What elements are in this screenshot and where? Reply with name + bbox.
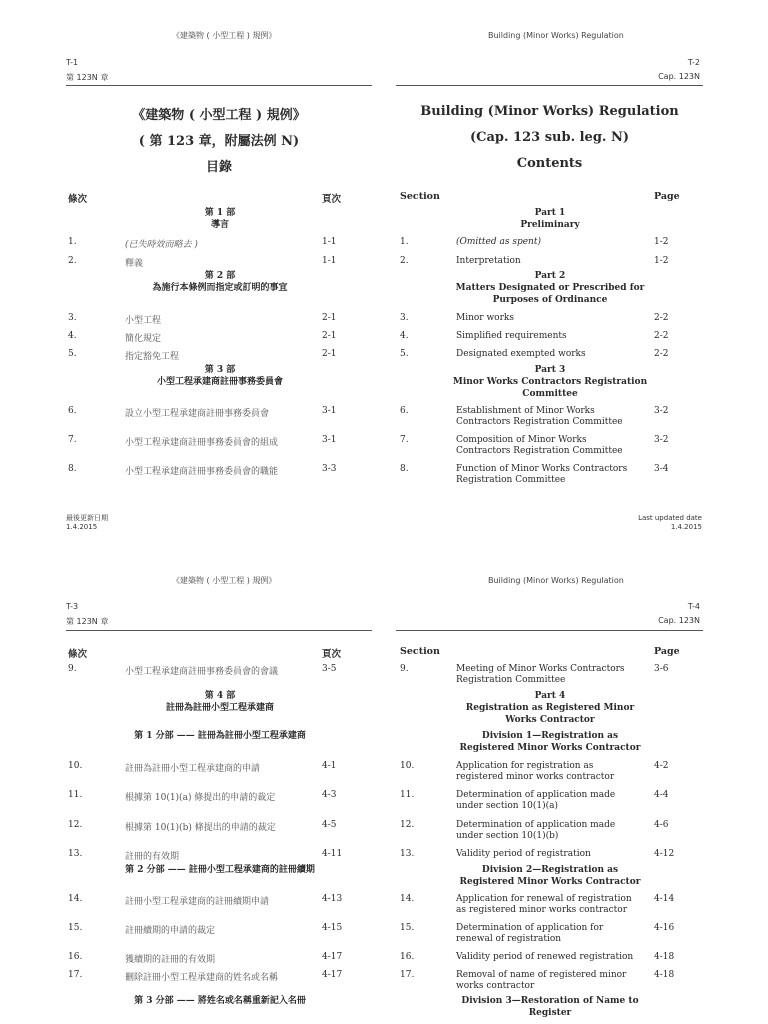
toc-entry[interactable]: 10. [68,761,83,771]
toc-entry-title: Minor works [456,313,514,323]
toc-entry-title: 註冊小型工程承建商的註冊續期申請 [125,897,270,907]
toc-entry-title: Determination of application for renewal of registration [456,923,604,944]
page-number-right: T-2 [687,58,700,67]
zh-page-column-header: 頁次 [322,649,342,660]
toc-entry-title: 根據第 10(1)(b) 條提出的申請的裁定 [125,823,276,833]
en-division-heading: Division 3—Restoration of Name to Register [461,996,639,1018]
toc-entry-page: 3-2 [654,435,669,445]
toc-entry-page: 4-17 [322,970,343,980]
zh-contents-heading: 目錄 [205,160,232,175]
toc-entry-page: 4-17 [322,952,343,962]
running-header-zh: 《建築物 ( 小型工程 ) 規例》 [172,31,277,40]
toc-entry-page: 4-12 [654,849,675,859]
toc-entry[interactable]: 1. [68,237,77,247]
zh-division-heading: 第 1 分部 —— 註冊為註冊小型工程承建商 [134,731,306,741]
en-division-heading: Division 1—Registration as Registered Minor Works Contractor [459,731,641,753]
toc-entry-page: 3-4 [654,464,669,474]
zh-part-heading: 第 3 部 小型工程承建商註冊事務委員會 [156,365,283,387]
zh-section-column-header: 條次 [68,194,88,205]
toc-entry-page: 2-2 [654,331,669,341]
zh-title: 《建築物 ( 小型工程 ) 規例》 [132,108,306,123]
toc-entry-page: 2-1 [322,349,337,359]
toc-entry[interactable]: 8. [400,464,409,474]
toc-entry-page: 4-4 [654,790,669,800]
en-part-heading: Part 4 Registration as Registered Minor Works Contractor [465,691,635,725]
toc-entry-page: 2-1 [322,313,337,323]
toc-entry-page: 4-13 [322,894,343,904]
zh-part-heading: 第 4 部 註冊為註冊小型工程承建商 [165,691,274,713]
toc-entry-page: 4-15 [322,923,343,933]
chapter-label-right: Cap. 123N [658,72,700,81]
toc-entry[interactable]: 12. [68,820,83,830]
toc-entry-title: 設立小型工程承建商註冊事務委員會 [125,409,270,419]
toc-entry-title: (已失時效而略去 ) [125,240,198,250]
zh-page-column-header: 頁次 [322,194,342,205]
toc-entry-page: 4-18 [654,970,675,980]
zh-part-heading: 第 2 部 為施行本條例而指定或訂明的事宜 [152,271,288,293]
zh-division-heading: 第 2 分部 —— 註冊小型工程承建商的註冊續期 [125,865,315,875]
toc-entry[interactable]: 7. [68,435,77,445]
en-page-column-header: Page [654,191,680,202]
en-subtitle: (Cap. 123 sub. leg. N) [469,130,630,145]
toc-entry[interactable]: 3. [400,313,409,323]
toc-entry[interactable]: 4. [68,331,77,341]
toc-entry-page: 3-6 [654,664,669,674]
toc-entry-page: 4-14 [654,894,675,904]
toc-entry[interactable]: 14. [68,894,83,904]
toc-entry[interactable]: 16. [68,952,83,962]
toc-entry-title: 小型工程承建商註冊事務委員會的職能 [125,467,279,477]
toc-entry[interactable]: 2. [400,256,409,266]
header-rule-right [396,630,703,631]
toc-entry[interactable]: 3. [68,313,77,323]
toc-entry[interactable]: 7. [400,435,409,445]
toc-entry-page: 3-3 [322,464,337,474]
toc-entry-title: 釋義 [125,259,144,269]
toc-entry[interactable]: 17. [400,970,415,980]
toc-entry[interactable]: 10. [400,761,415,771]
toc-entry[interactable]: 15. [400,923,415,933]
toc-entry-page: 2-2 [654,313,669,323]
running-header-en: Building (Minor Works) Regulation [488,31,624,40]
chapter-label-left: 第 123N 章 [66,73,109,82]
toc-entry-title: Function of Minor Works Contractors Registration Committee [456,464,628,485]
toc-entry-title: Composition of Minor Works Contractors Registration Committee [456,435,623,456]
page-number-left: T-1 [66,58,79,67]
toc-entry-page: 2-1 [322,331,337,341]
zh-division-heading: 第 3 分部 —— 將姓名或名稱重新記入名冊 [134,996,306,1006]
toc-entry-title: 獲續期的註冊的有效期 [125,955,216,965]
zh-part-heading: 第 1 部 導言 [204,208,236,230]
toc-entry-page: 1-2 [654,256,669,266]
toc-entry[interactable]: 13. [68,849,83,859]
footer-updated-zh: 最後更新日期 1.4.2015 [66,514,108,531]
toc-entry-title: Application for registration as registered minor works contractor [456,761,615,782]
page-number-right: T-4 [687,602,700,611]
en-contents-heading: Contents [516,156,583,171]
toc-entry-title: 小型工程 [125,316,162,326]
en-section-column-header: Section [400,646,440,657]
en-part-heading: Part 1 Preliminary [520,208,580,230]
chapter-label-left: 第 123N 章 [66,617,109,626]
running-header-zh: 《建築物 ( 小型工程 ) 規例》 [172,576,277,585]
toc-entry-title: Designated exempted works [456,349,586,359]
running-header-en: Building (Minor Works) Regulation [488,576,624,585]
toc-entry[interactable]: 13. [400,849,415,859]
toc-entry-page: 2-2 [654,349,669,359]
toc-entry-title: Application for renewal of registration as registered minor works contractor [456,894,632,915]
toc-entry-page: 4-11 [322,849,343,859]
toc-entry[interactable]: 17. [68,970,83,980]
en-page-column-header: Page [654,646,680,657]
toc-entry-page: 3-1 [322,406,337,416]
toc-entry-page: 1-2 [654,237,669,247]
toc-entry[interactable]: 16. [400,952,415,962]
toc-entry-page: 4-6 [654,820,669,830]
en-division-heading: Division 2—Registration as Registered Minor Works Contractor [459,865,641,887]
toc-entry-title: 小型工程承建商註冊事務委員會的會議 [125,667,279,677]
toc-entry[interactable]: 5. [400,349,409,359]
toc-entry-title: 根據第 10(1)(a) 條提出的申請的裁定 [125,793,276,803]
header-rule-left [66,630,372,631]
toc-entry-title: Validity period of renewed registration [456,952,634,962]
zh-section-column-header: 條次 [68,649,88,660]
toc-entry-title: Simplified requirements [456,331,567,341]
toc-entry[interactable]: 8. [68,464,77,474]
header-rule-left [66,85,372,86]
toc-entry-title: Determination of application made under section 10(1)(a) [456,790,616,811]
en-section-column-header: Section [400,191,440,202]
toc-entry-page: 4-2 [654,761,669,771]
toc-entry-page: 4-5 [322,820,337,830]
toc-entry-title: 小型工程承建商註冊事務委員會的組成 [125,438,279,448]
en-title: Building (Minor Works) Regulation [420,104,679,119]
toc-entry-title: 簡化規定 [125,334,162,344]
toc-entry[interactable]: 6. [68,406,77,416]
header-rule-right [396,85,703,86]
toc-entry[interactable]: 5. [68,349,77,359]
toc-entry[interactable]: 12. [400,820,415,830]
toc-entry-title: 刪除註冊小型工程承建商的姓名或名稱 [125,973,279,983]
toc-entry-title: Meeting of Minor Works Contractors Registration Committee [456,664,625,685]
toc-entry-title: Establishment of Minor Works Contractors Registration Committee [456,406,623,427]
toc-entry-page: 3-1 [322,435,337,445]
toc-entry[interactable]: 15. [68,923,83,933]
toc-entry-page: 4-3 [322,790,337,800]
toc-entry[interactable]: 1. [400,237,409,247]
page-number-left: T-3 [66,602,79,611]
toc-entry-title: (Omitted as spent) [456,237,541,247]
zh-subtitle: ( 第 123 章，附屬法例 N) [138,134,300,149]
toc-entry-title: 註冊的有效期 [125,852,180,862]
toc-entry[interactable]: 4. [400,331,409,341]
chapter-label-right: Cap. 123N [658,616,700,625]
toc-entry-title: Interpretation [456,256,521,266]
toc-entry[interactable]: 9. [400,664,409,674]
toc-entry-title: 註冊續期的申請的裁定 [125,926,216,936]
toc-entry[interactable]: 6. [400,406,409,416]
toc-entry[interactable]: 11. [400,790,415,800]
footer-updated-en: Last updated date 1.4.2015 [638,514,702,531]
toc-entry-page: 1-1 [322,237,337,247]
toc-entry-title: 註冊為註冊小型工程承建商的申請 [125,764,261,774]
toc-entry[interactable]: 14. [400,894,415,904]
toc-entry[interactable]: 9. [68,664,77,674]
toc-entry-title: Determination of application made under section 10(1)(b) [456,820,616,841]
toc-entry-page: 3-2 [654,406,669,416]
toc-entry-title: Validity period of registration [456,849,591,859]
toc-entry-page: 1-1 [322,256,337,266]
toc-entry[interactable]: 2. [68,256,77,266]
en-part-heading: Part 3 Minor Works Contractors Registration Committee [452,365,648,399]
toc-entry[interactable]: 11. [68,790,83,800]
en-part-heading: Part 2 Matters Designated or Prescribed for Purposes of Ordinance [455,271,645,305]
toc-entry-page: 4-1 [322,761,337,771]
toc-entry-page: 3-5 [322,664,337,674]
toc-entry-page: 4-18 [654,952,675,962]
toc-entry-title: 指定豁免工程 [125,352,180,362]
toc-entry-page: 4-16 [654,923,675,933]
toc-entry-title: Removal of name of registered minor works contractor [456,970,627,991]
